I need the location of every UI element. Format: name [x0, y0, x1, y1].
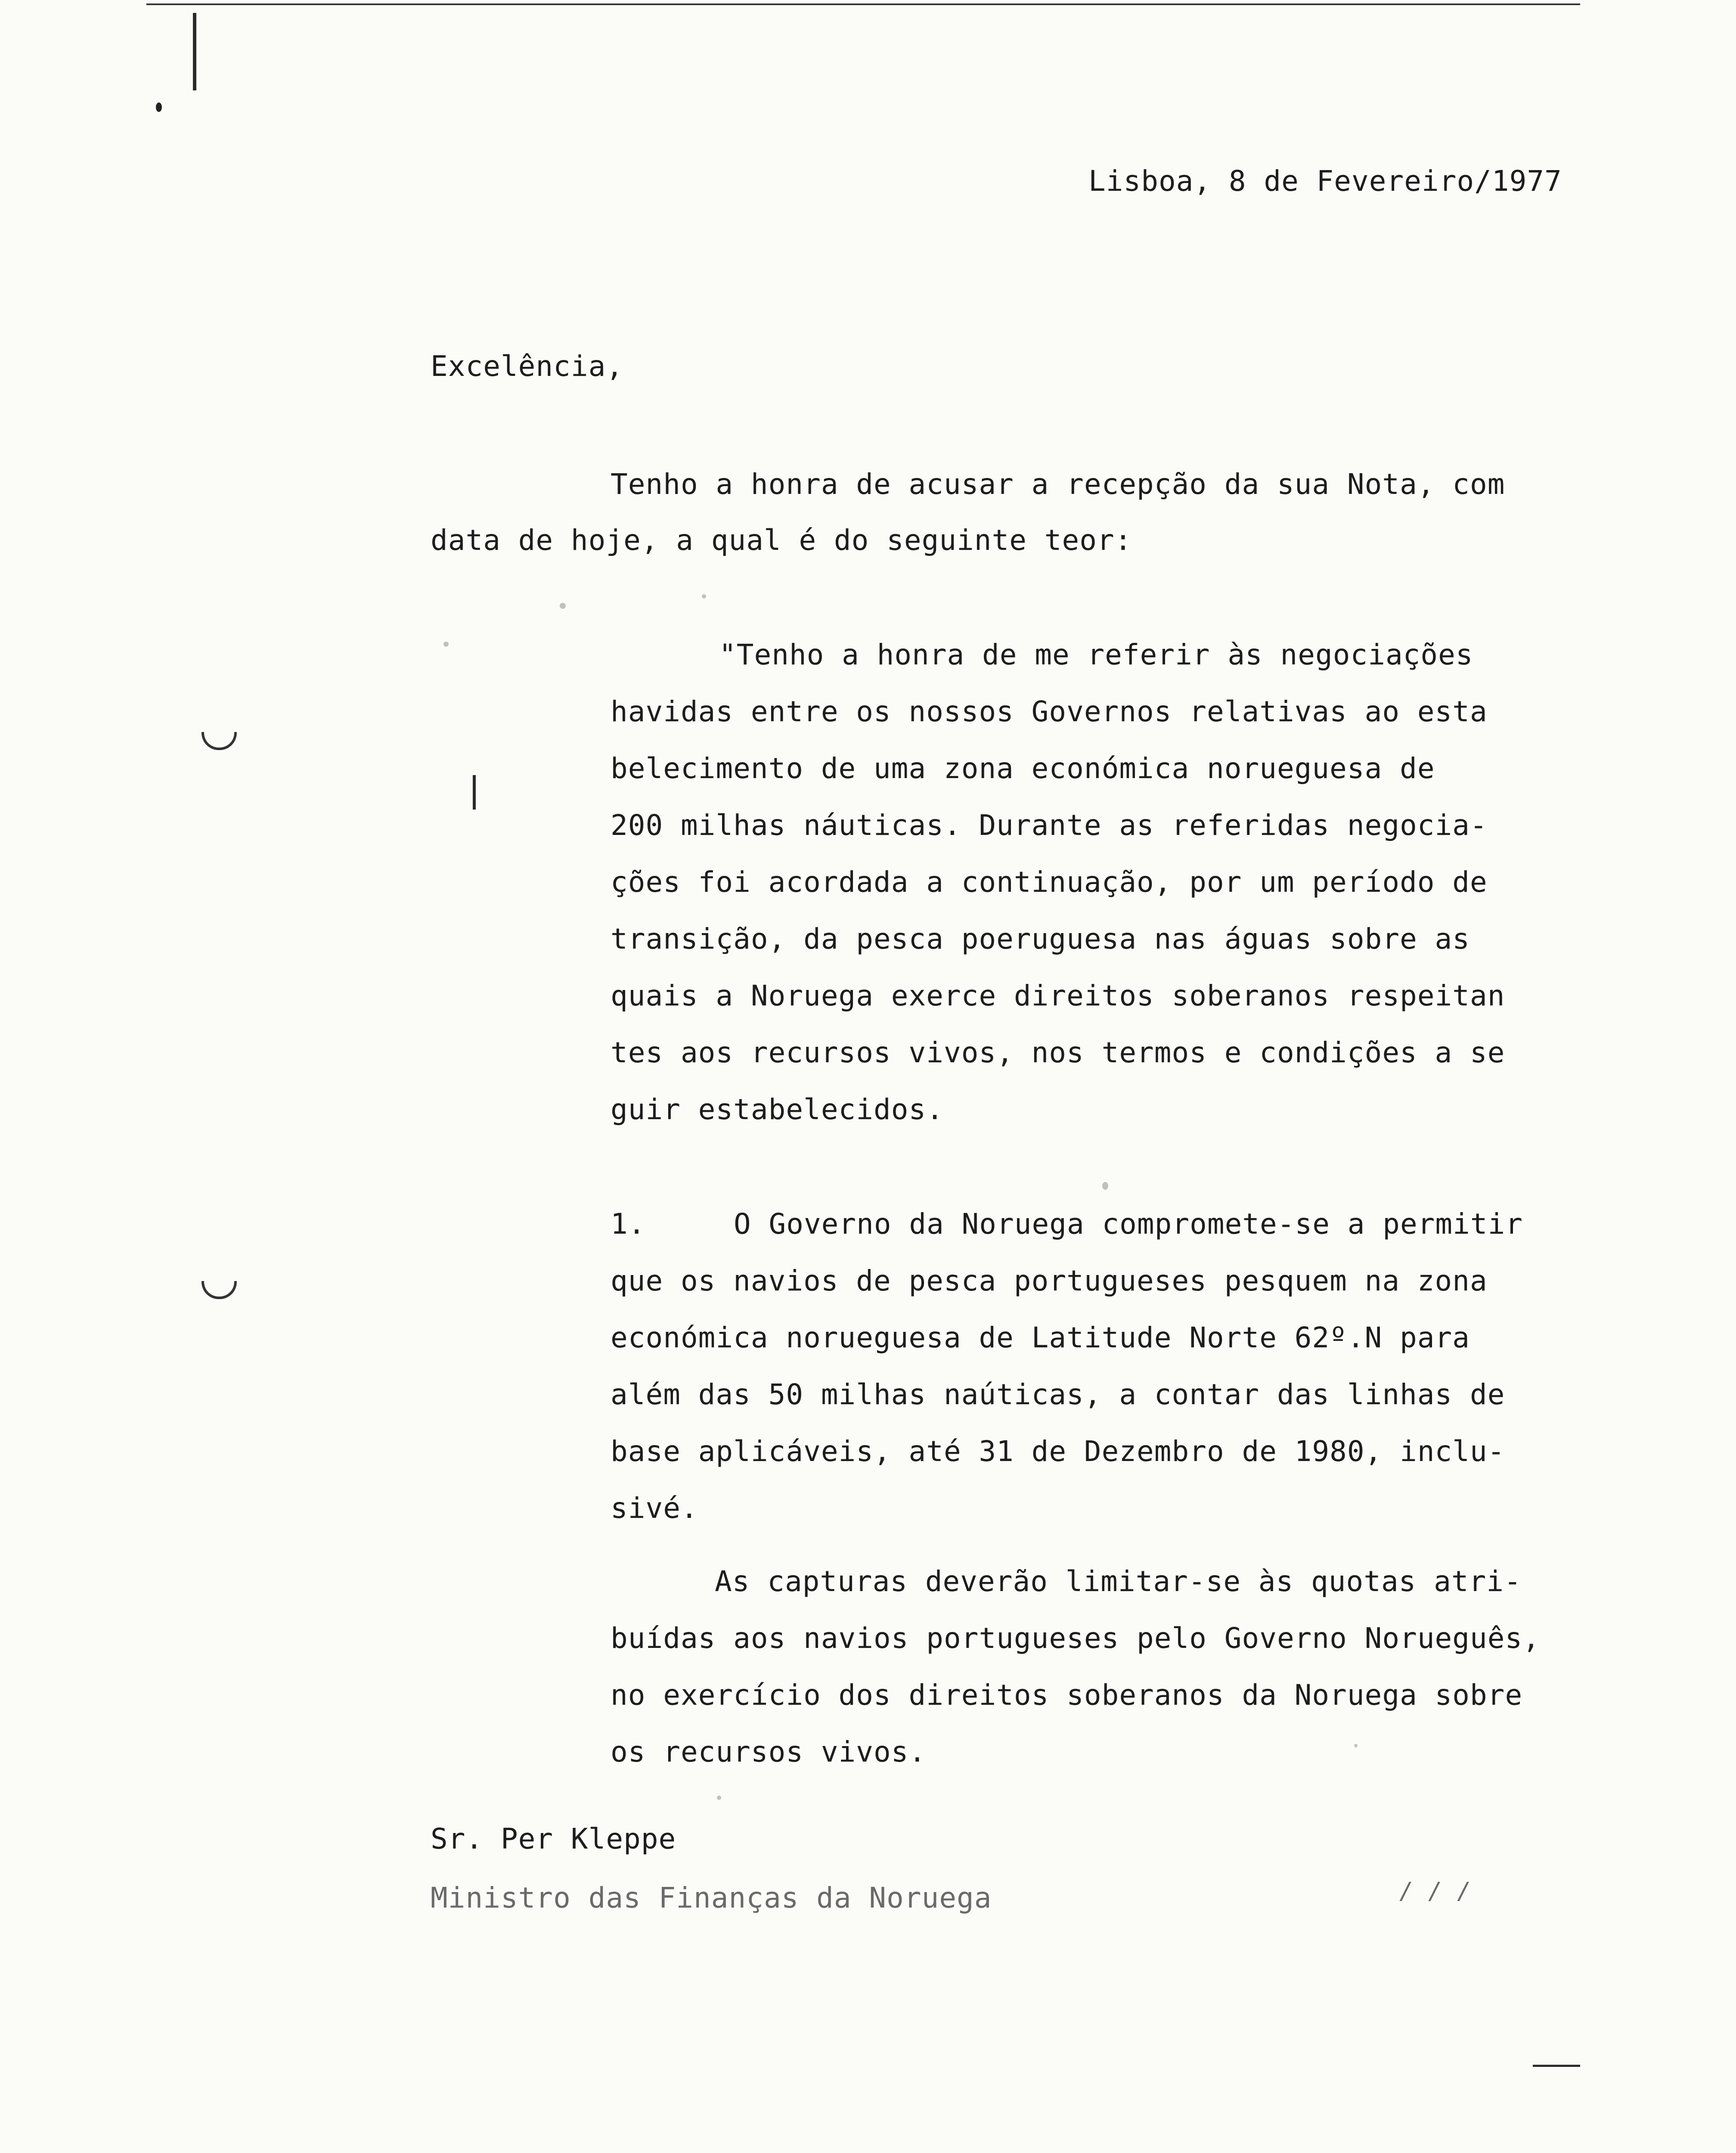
- quote-line: guir estabelecidos.: [611, 1093, 944, 1126]
- scan-speck: [1102, 1182, 1108, 1190]
- quote-line: 200 milhas náuticas. Durante as referidas negocia-: [611, 809, 1488, 842]
- intro-line: data de hoje, a qual é do seguinte teor:: [431, 524, 1132, 557]
- item-line: económica norueguesa de Latitude Norte 62º.N para: [611, 1321, 1470, 1354]
- scan-speck: [1354, 1744, 1358, 1747]
- scan-speck: [717, 1796, 721, 1800]
- quote-line: quais a Noruega exerce direitos soberanos respeitan: [611, 979, 1505, 1012]
- intro-line: Tenho a honra de acusar a recepção da sua Nota, com: [611, 468, 1505, 501]
- scan-speck: [443, 642, 449, 647]
- margin-bracket-mark: [193, 13, 196, 90]
- scan-speck: [560, 603, 566, 609]
- paragraph-margin-bar: [473, 775, 476, 810]
- quote-line: havidas entre os nossos Governos relativas ao esta: [611, 695, 1488, 728]
- item-line: sivé.: [611, 1492, 698, 1525]
- paragraph-line: os recursos vivos.: [611, 1735, 927, 1768]
- punch-hole-mark-upper: [202, 732, 237, 750]
- top-edge-rule: [146, 3, 1580, 5]
- margin-dot-mark: [156, 102, 162, 112]
- scan-speck: [702, 594, 706, 599]
- paragraph-line: buídas aos navios portugueses pelo Governo Norueguês,: [611, 1622, 1540, 1655]
- quote-line: "Tenho a honra de me referir às negociações: [719, 638, 1473, 671]
- item-line: que os navios de pesca portugueses pesquem na zona: [611, 1264, 1488, 1297]
- addressee-name: Sr. Per Kleppe: [431, 1822, 676, 1855]
- item-line: O Governo da Noruega compromete-se a permitir: [734, 1207, 1523, 1241]
- quote-line: tes aos recursos vivos, nos termos e condições a se: [611, 1036, 1505, 1069]
- letter-dateline: Lisboa, 8 de Fevereiro/1977: [1088, 164, 1562, 198]
- continuation-mark: / / /: [1399, 1877, 1472, 1905]
- punch-hole-mark-lower: [202, 1281, 237, 1299]
- letter-salutation: Excelência,: [431, 350, 624, 383]
- item-line: além das 50 milhas naúticas, a contar das linhas de: [611, 1378, 1505, 1411]
- paragraph-line: no exercício dos direitos soberanos da Noruega sobre: [611, 1678, 1523, 1712]
- bottom-edge-rule: [1533, 2065, 1580, 2067]
- quote-line: transição, da pesca poeruguesa nas águas sobre as: [611, 922, 1470, 956]
- quote-line: ções foi acordada a continuação, por um período de: [611, 866, 1488, 899]
- addressee-title: Ministro das Finanças da Noruega: [431, 1881, 992, 1914]
- quote-line: belecimento de uma zona económica norueguesa de: [611, 752, 1435, 785]
- item-line: base aplicáveis, até 31 de Dezembro de 1980, inclu-: [611, 1435, 1505, 1468]
- item-number: 1.: [611, 1207, 646, 1241]
- paragraph-line: As capturas deverão limitar-se às quotas atri-: [715, 1565, 1522, 1598]
